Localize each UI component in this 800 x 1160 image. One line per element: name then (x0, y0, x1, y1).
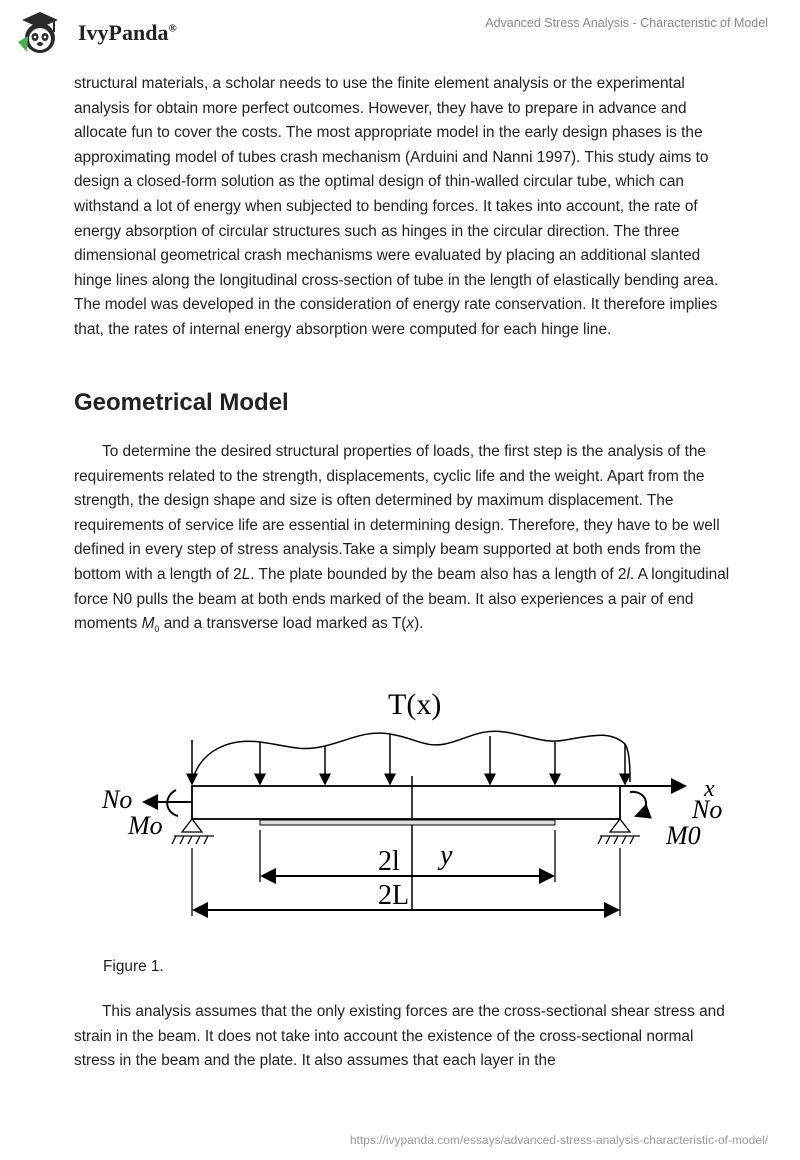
inner-length-label: 2l (378, 846, 400, 877)
figure-caption: Figure 1. (103, 958, 164, 975)
paragraph-2: To determine the desired structural properties of loads, the first step is the analysis of the requirements related to the strength, displacements, cyclic life and the weight. Apart from the strength, the design shape and size is often determined by maximum displacement. The requirements of service life are essential in determining design. Therefore, they have to be well defined in every step of stress analysis.Take a simply beam supported at both ends from the bottom with a length of 2L. The plate bounded by the beam also has a length of 2l. A longitudinal force N0 pulls the beam at both ends marked of the beam. It also experiences a pair of end moments $M_0$ and a transverse load marked as T(x). (74, 443, 730, 635)
load-label: T(x) (388, 688, 442, 721)
paragraph-1: structural materials, a scholar needs to use the finite element analysis or the experimental analysis for obtain more perfect outcomes. However, they have to prepare in advance and allocate fun to cover the costs. The most appropriate model in the early design phases is the approximating model of tubes crash mechanism (Arduini and Nanni 1997). This study aims to design a closed-form solution as the optimal design of thin-walled circular tube, which can withstand a lot of energy when subjected to bending forces. It takes into account, the rate of energy absorption of circular structures such as hinges in the circular direction. The three dimensional geometrical crash mechanisms were evaluated by placing an additional slanted hinge lines along the longitudinal cross-section of tube in the length of elastically bending area. The model was developed in the consideration of energy rate conservation. It therefore implies that, the rates of internal energy absorption were computed for each hinge line. (74, 75, 719, 338)
section-heading: Geometrical Model (74, 389, 289, 416)
left-force-label: No (102, 785, 133, 814)
brand-name: IvyPanda® (78, 20, 177, 45)
beam-diagram (100, 680, 740, 920)
right-force-label: No (692, 795, 723, 824)
x-axis-label: x (704, 776, 715, 802)
beam-figure (100, 680, 740, 920)
distributed-load-curve (192, 731, 630, 782)
left-support (182, 819, 202, 832)
left-moment-label: Mo (128, 811, 163, 840)
source-url[interactable]: https://ivypanda.com/essays/advanced-stress-analysis-characteristic-of-model/ (349, 1133, 768, 1147)
outer-length-label: 2L (378, 880, 410, 911)
right-moment-arrow (630, 792, 646, 816)
right-support (610, 819, 630, 832)
ivypanda-logo[interactable] (14, 8, 189, 58)
panda-graduate-icon (14, 8, 66, 56)
paragraph-3: This analysis assumes that the only existing forces are the cross-sectional shear stress and strain in the beam. It does not take into account the existence of the cross-sectional normal stress in the beam and the plate. It also assumes that each layer in the (74, 1003, 725, 1070)
right-moment-label: M0 (666, 821, 701, 850)
beam (192, 786, 620, 819)
y-axis-label: y (440, 840, 453, 871)
page-header (0, 0, 800, 70)
plate (260, 820, 555, 825)
running-title: Advanced Stress Analysis - Characteristic of Model (485, 16, 768, 30)
